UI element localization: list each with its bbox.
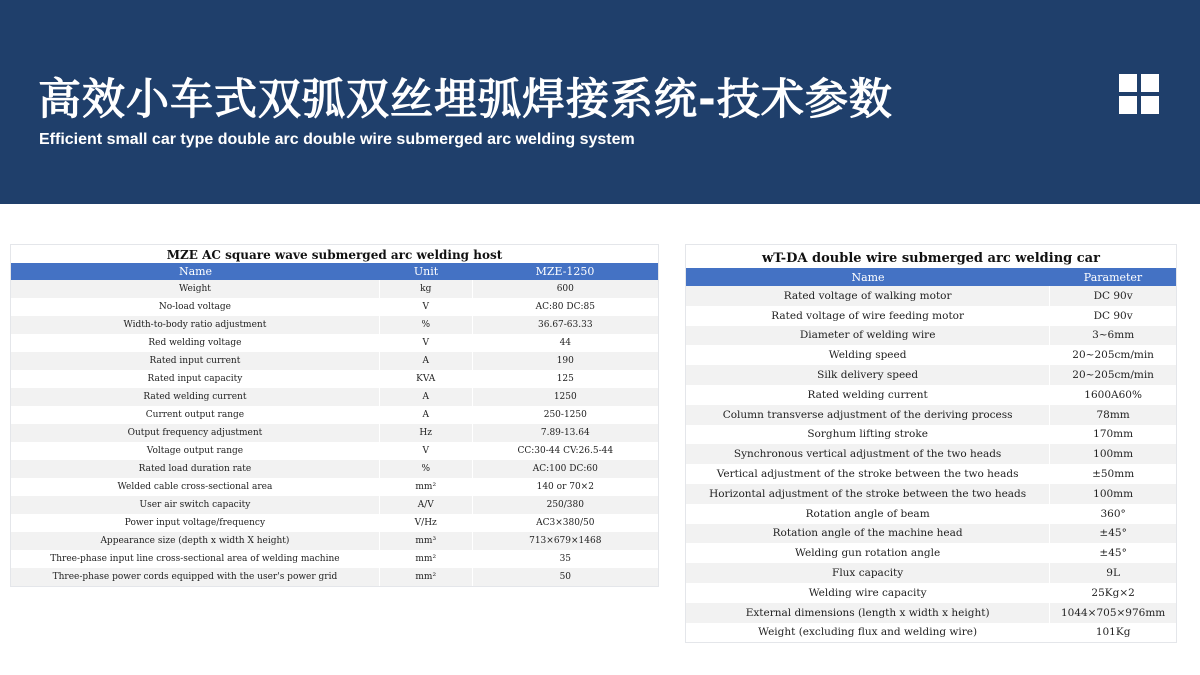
column-header-parameter: Parameter	[1083, 270, 1143, 284]
table-cell: kg	[379, 280, 472, 298]
table-cell: 125	[472, 370, 658, 388]
table-cell: External dimensions (length x width x height)	[745, 606, 990, 619]
column-header-model: MZE-1250	[535, 265, 595, 278]
table-cell: mm³	[379, 532, 472, 550]
table-row	[11, 388, 658, 406]
column-header-unit: Unit	[413, 265, 439, 278]
table-row	[11, 424, 658, 442]
grid-four-squares-icon	[1119, 74, 1159, 114]
table-row	[11, 280, 658, 298]
table-row	[686, 326, 1176, 346]
table-cell: V	[379, 298, 472, 316]
table-cell: AC:100 DC:60	[472, 460, 658, 478]
table-cell: V	[379, 334, 472, 352]
table-row	[11, 370, 658, 388]
table-cell: 20~205cm/min	[1049, 365, 1176, 385]
table-cell: Three-phase power cords equipped with the user's power grid	[52, 572, 338, 582]
table-row	[686, 504, 1176, 524]
table-cell: Output frequency adjustment	[127, 428, 263, 438]
table-cell: No-load voltage	[158, 302, 231, 312]
table-cell: 713×679×1468	[472, 532, 658, 550]
table-cell: 250/380	[472, 496, 658, 514]
host-table-title: MZE AC square wave submerged arc welding host	[166, 248, 503, 262]
table-cell: 140 or 70×2	[472, 478, 658, 496]
table-cell: DC 90v	[1049, 306, 1176, 326]
table-cell: 50	[472, 568, 658, 586]
table-cell: Rotation angle of beam	[805, 507, 930, 520]
column-header-name: Name	[851, 270, 885, 284]
table-cell: mm²	[379, 550, 472, 568]
table-cell: 7.89-13.64	[472, 424, 658, 442]
table-row	[11, 460, 658, 478]
table-cell: A	[379, 352, 472, 370]
column-header-name: Name	[178, 265, 213, 278]
table-row	[686, 484, 1176, 504]
table-row	[686, 286, 1176, 306]
page-title: 高效小车式双弧双丝埋弧焊接系统-技术参数	[38, 75, 893, 125]
table-row	[686, 345, 1176, 365]
table-cell: ±45°	[1049, 543, 1176, 563]
table-cell: KVA	[379, 370, 472, 388]
table-row	[686, 583, 1176, 603]
table-row	[686, 385, 1176, 405]
table-cell: Red welding voltage	[148, 338, 242, 348]
table-row	[11, 478, 658, 496]
table-cell: Hz	[379, 424, 472, 442]
table-cell: Appearance size (depth x width X height)	[100, 536, 290, 546]
table-row	[686, 444, 1176, 464]
car-table-header	[686, 268, 1176, 286]
table-cell: Rated welding current	[143, 392, 247, 402]
table-cell: DC 90v	[1049, 286, 1176, 306]
table-cell: 1250	[472, 388, 658, 406]
table-cell: 360°	[1049, 504, 1176, 524]
table-cell: 600	[472, 280, 658, 298]
table-row	[11, 442, 658, 460]
table-row	[11, 352, 658, 370]
page-subtitle: Efficient small car type double arc double wire submerged arc welding system	[39, 131, 635, 148]
table-cell: 78mm	[1049, 405, 1176, 425]
table-row	[686, 524, 1176, 544]
host-table-body	[11, 280, 658, 586]
table-cell: 101Kg	[1049, 623, 1176, 643]
table-row	[11, 550, 658, 568]
table-cell: Width-to-body ratio adjustment	[123, 320, 267, 330]
table-row	[11, 406, 658, 424]
table-cell: A/V	[379, 496, 472, 514]
table-cell: 36.67-63.33	[472, 316, 658, 334]
table-cell: Flux capacity	[832, 567, 904, 580]
table-cell: Rated load duration rate	[138, 464, 252, 474]
table-cell: Silk delivery speed	[817, 369, 919, 382]
table-cell: Rated input current	[149, 356, 241, 366]
table-cell: Welded cable cross-sectional area	[117, 482, 273, 492]
table-row	[686, 464, 1176, 484]
table-cell: 3~6mm	[1049, 326, 1176, 346]
header-banner	[0, 0, 1200, 204]
table-cell: Sorghum lifting stroke	[807, 428, 928, 441]
host-spec-table	[10, 244, 659, 587]
table-row	[686, 306, 1176, 326]
table-cell: Vertical adjustment of the stroke between the two heads	[716, 468, 1019, 481]
table-cell: 100mm	[1049, 484, 1176, 504]
table-cell: Welding speed	[828, 349, 907, 362]
table-cell: %	[379, 316, 472, 334]
table-cell: 170mm	[1049, 425, 1176, 445]
table-row	[686, 563, 1176, 583]
table-cell: Diameter of welding wire	[799, 329, 936, 342]
table-cell: Column transverse adjustment of the deriving process	[722, 408, 1013, 421]
table-row	[11, 532, 658, 550]
table-row	[11, 298, 658, 316]
table-row	[686, 543, 1176, 563]
table-row	[686, 425, 1176, 445]
table-cell: Weight	[178, 284, 211, 294]
table-cell: 9L	[1049, 563, 1176, 583]
table-cell: 190	[472, 352, 658, 370]
car-table-title: wT-DA double wire submerged arc welding car	[762, 251, 1100, 266]
table-cell: AC:80 DC:85	[472, 298, 658, 316]
table-cell: ±45°	[1049, 524, 1176, 544]
table-cell: 1600A60%	[1049, 385, 1176, 405]
table-cell: V	[379, 442, 472, 460]
table-cell: 44	[472, 334, 658, 352]
table-row	[686, 405, 1176, 425]
table-cell: mm²	[379, 568, 472, 586]
table-cell: Rated voltage of walking motor	[783, 289, 952, 302]
table-cell: Power input voltage/frequency	[124, 518, 266, 528]
table-row	[11, 568, 658, 586]
table-row	[686, 623, 1176, 643]
table-cell: 25Kg×2	[1049, 583, 1176, 603]
table-cell: User air switch capacity	[139, 500, 251, 510]
table-cell: Weight (excluding flux and welding wire)	[758, 626, 978, 639]
table-cell: mm²	[379, 478, 472, 496]
host-table-header	[11, 263, 658, 280]
table-cell: 1044×705×976mm	[1049, 603, 1176, 623]
table-cell: 100mm	[1049, 444, 1176, 464]
table-cell: V/Hz	[379, 514, 472, 532]
table-cell: Three-phase input line cross-sectional area of welding machine	[50, 554, 340, 564]
table-cell: Horizontal adjustment of the stroke between the two heads	[709, 487, 1027, 500]
table-cell: Welding wire capacity	[808, 586, 927, 599]
table-row	[686, 603, 1176, 623]
table-cell: Synchronous vertical adjustment of the two heads	[733, 448, 1002, 461]
table-cell: Rated voltage of wire feeding motor	[771, 309, 965, 322]
table-cell: Voltage output range	[146, 446, 244, 456]
table-cell: AC3×380/50	[472, 514, 658, 532]
table-row	[11, 316, 658, 334]
table-cell: 20~205cm/min	[1049, 345, 1176, 365]
table-cell: CC:30-44 CV:26.5-44	[472, 442, 658, 460]
table-row	[11, 514, 658, 532]
table-cell: Rotation angle of the machine head	[772, 527, 963, 540]
table-cell: 35	[472, 550, 658, 568]
table-cell: Current output range	[145, 410, 245, 420]
table-row	[11, 334, 658, 352]
table-cell: Rated welding current	[807, 388, 928, 401]
table-cell: 250-1250	[472, 406, 658, 424]
table-row	[686, 365, 1176, 385]
table-cell: A	[379, 406, 472, 424]
table-cell: ±50mm	[1049, 464, 1176, 484]
table-row	[11, 496, 658, 514]
table-cell: Welding gun rotation angle	[795, 547, 941, 560]
car-table-body	[686, 286, 1176, 642]
table-cell: %	[379, 460, 472, 478]
table-cell: Rated input capacity	[147, 374, 243, 384]
car-spec-table	[685, 244, 1177, 643]
table-cell: A	[379, 388, 472, 406]
